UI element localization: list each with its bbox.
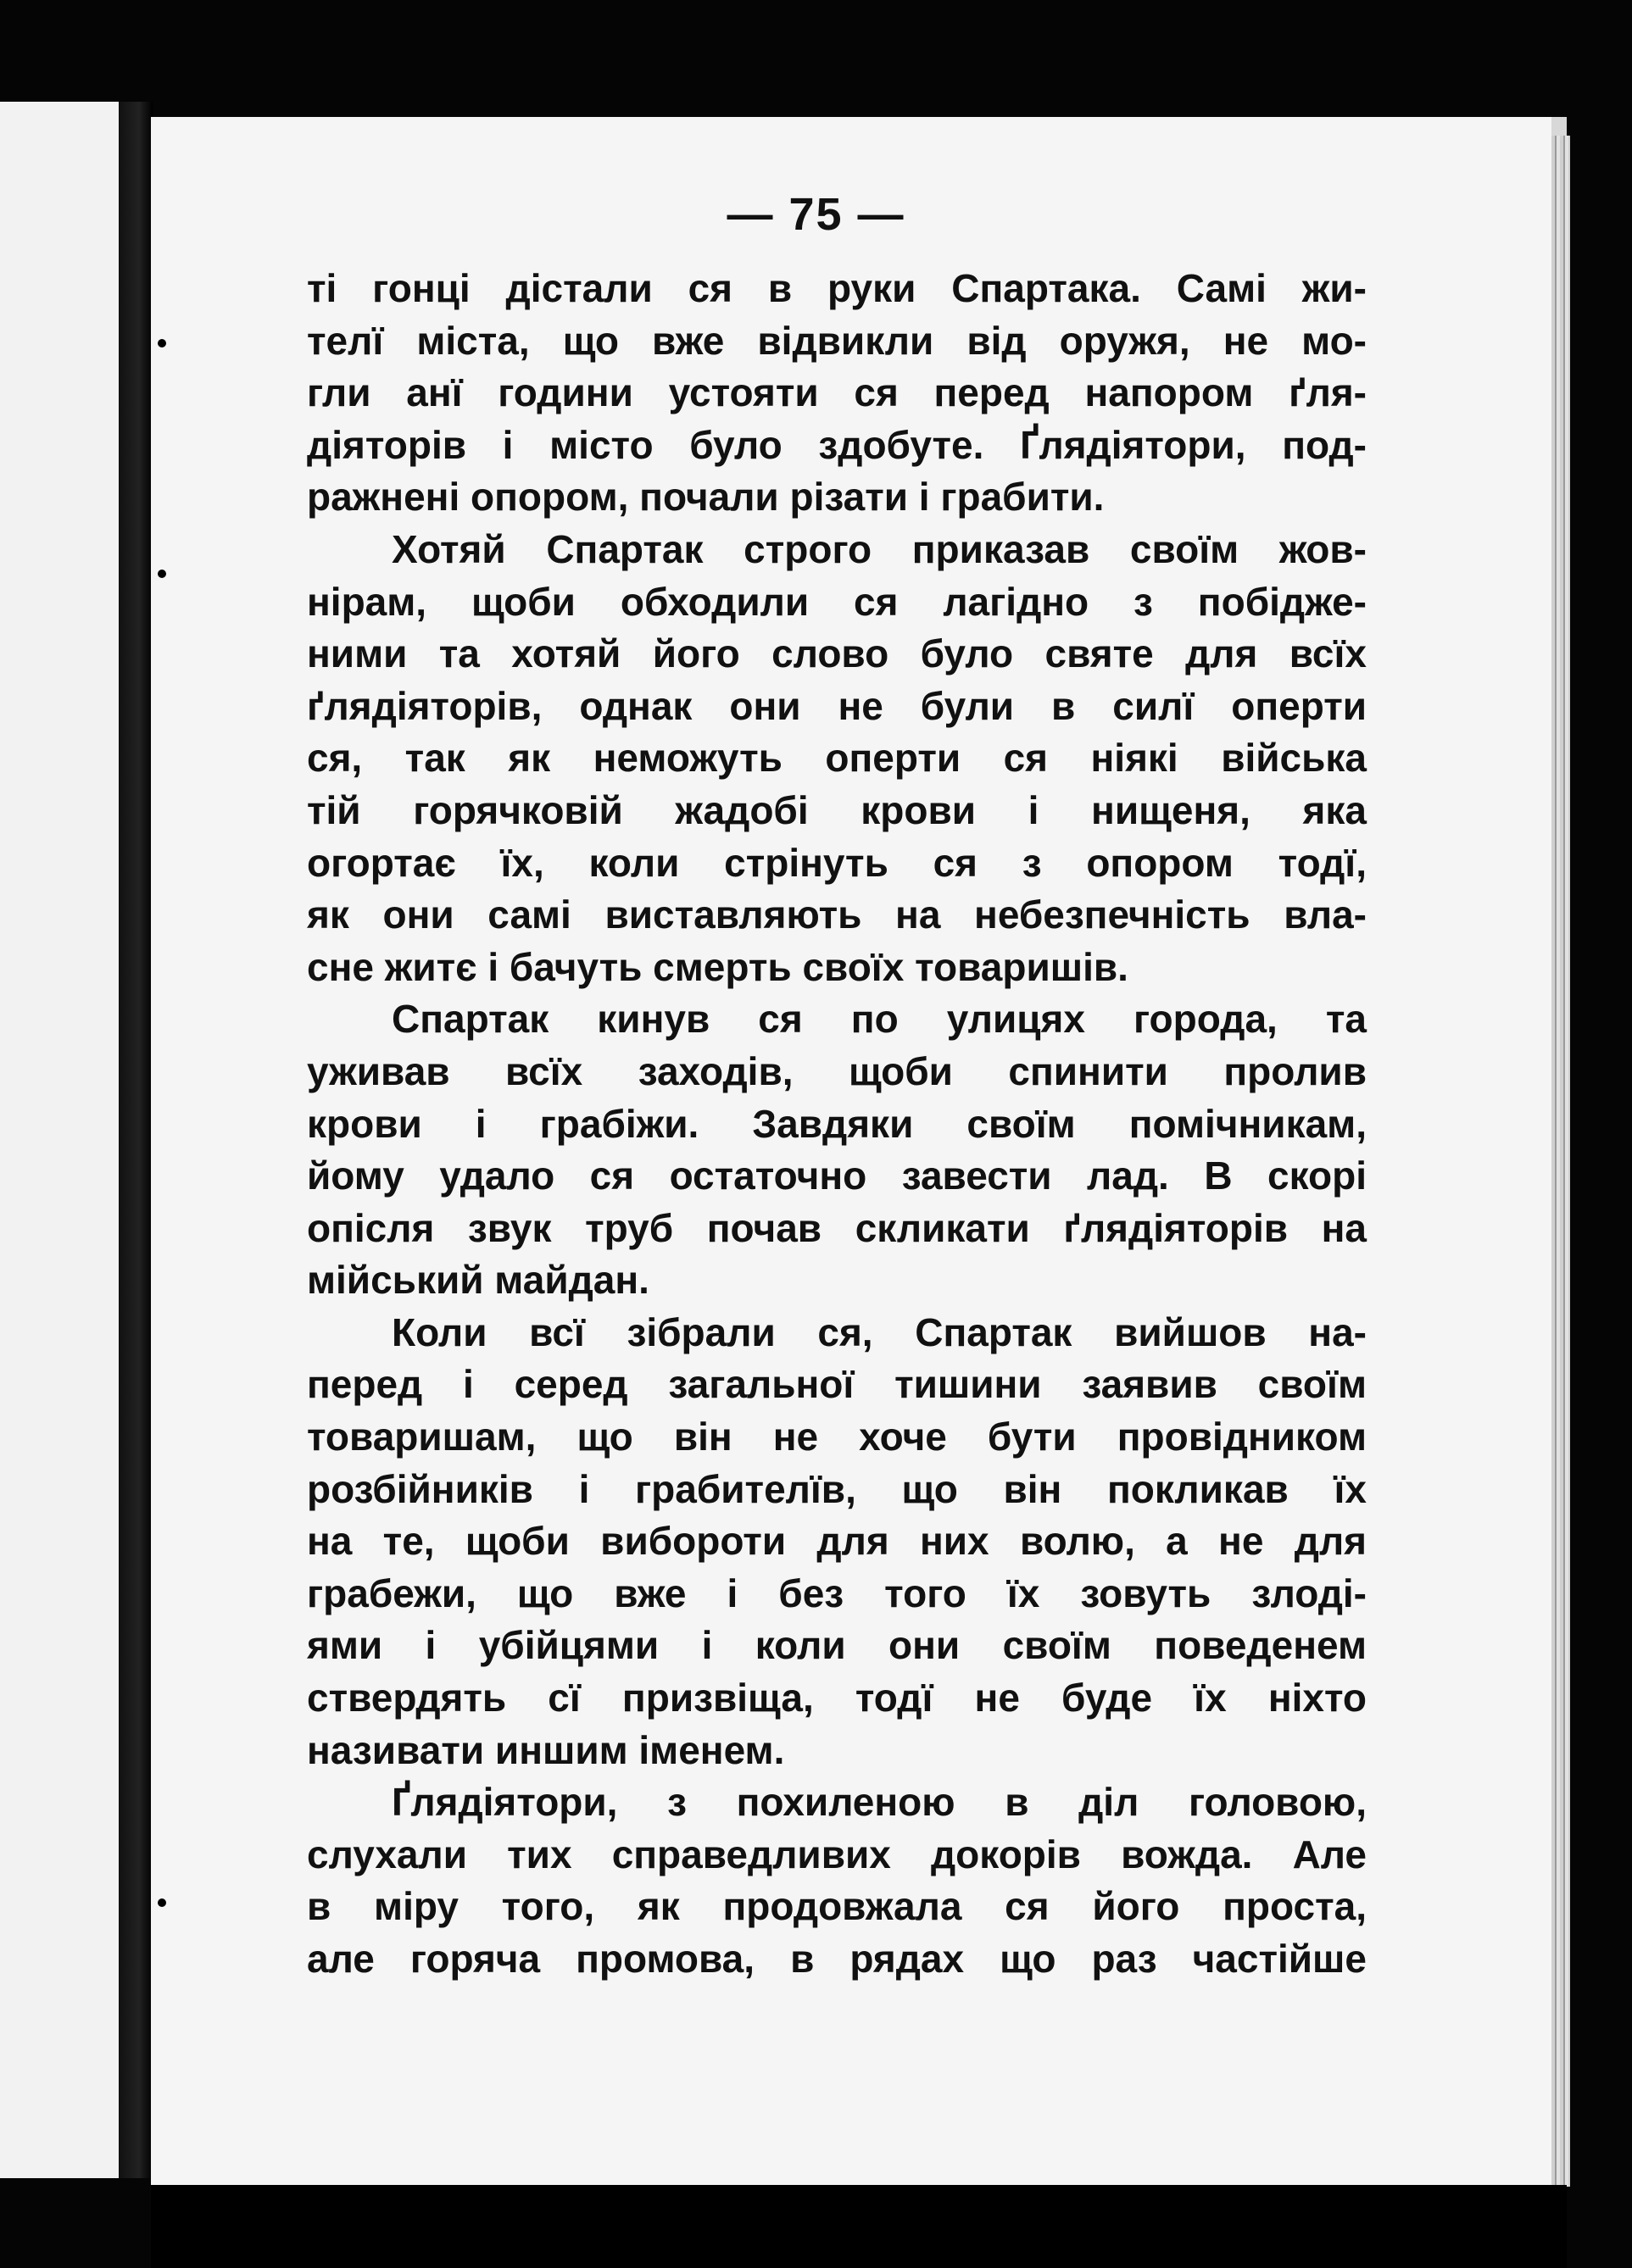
text-line: слухали тих справедливих докорів вожда. Але [307,1832,1367,1876]
paragraph [307,993,1367,1307]
text-line: ствердять сї призвіща, тодї не буде їх ніхто [307,1676,1367,1720]
text-line: грабежи, що вже і без того їх зовуть злоді- [307,1570,1367,1615]
text-line: мійський майдан. [307,1258,649,1303]
text-line: Хотяй Спартак строго приказав своїм жов- [392,526,1367,571]
text-line: ями і убійцями і коли они своїм поведенем [307,1623,1367,1668]
text-line: в міру того, як продовжала ся його проста, [307,1884,1367,1929]
text-line: на те, щоби вибороти для них волю, а не для [307,1519,1367,1564]
binding-hole [158,570,166,578]
text-line: крови і грабіжи. Завдяки своїм помічникам, [307,1101,1367,1146]
binding-hole [158,339,166,347]
text-line: діяторів і місто було здобуте. Ґлядіятори, под- [307,422,1367,467]
text-line: нірам, щоби обходили ся лагідно з побідже- [307,579,1367,624]
scan-bottom-border [151,2185,1567,2268]
text-line: ся, так як неможуть оперти ся ніякі війська [307,736,1367,781]
text-line: огортає їх, коли стрінуть ся з опором тодї, [307,840,1367,885]
text-line: ті гонці дістали ся в руки Спартака. Самі жи- [307,266,1367,310]
body-text [307,263,1367,1986]
text-line: йому удало ся остаточно завести лад. В скорі [307,1153,1367,1198]
text-line: опісля звук труб почав скликати ґлядіяторів на [307,1205,1367,1250]
book-spine [119,102,153,2178]
text-line: Спартак кинув ся по улицях города, та [392,997,1367,1042]
paragraph [307,524,1367,993]
text-line: телї міста, що вже відвикли від оружя, не мо- [307,318,1367,363]
paragraph [307,1307,1367,1776]
paragraph [307,1776,1367,1985]
text-line: тій горячковій жадобі крови і нищеня, яка [307,787,1367,832]
text-line: товаришам, що він не хоче бути провідником [307,1415,1367,1459]
paragraph [307,263,1367,524]
text-line: Ґлядіятори, з похиленою в діл головою, [392,1780,1367,1825]
text-line: сне житє і бачуть смерть своїх товаришів. [307,944,1128,989]
binding-hole [158,1898,166,1907]
text-line: розбійників і грабителїв, що він покликав їх [307,1466,1367,1511]
previous-page-edge [0,102,119,2178]
text-line: як они самі виставляють на небезпечність вла- [307,892,1367,937]
text-line: ґлядіяторів, однак они не були в силї оперти [307,683,1367,728]
text-line: ними та хотяй його слово було святе для всїх [307,631,1367,676]
text-line: гли анї години устояти ся перед напором ґля- [307,370,1367,415]
page-number: — 75 — [727,189,905,240]
page-stack-edge [1551,136,1570,2187]
text-line: уживав всїх заходів, щоби спинити пролив [307,1048,1367,1093]
text-line: ражнені опором, почали різати і грабити. [307,475,1105,520]
text-line: називати иншим іменем. [307,1727,785,1772]
text-line: але горяча промова, в рядах що раз частійше [307,1937,1367,1981]
text-line: перед і серед загальної тишини заявив своїм [307,1362,1367,1407]
text-line: Коли всї зібрали ся, Спартак вийшов на- [392,1309,1367,1354]
